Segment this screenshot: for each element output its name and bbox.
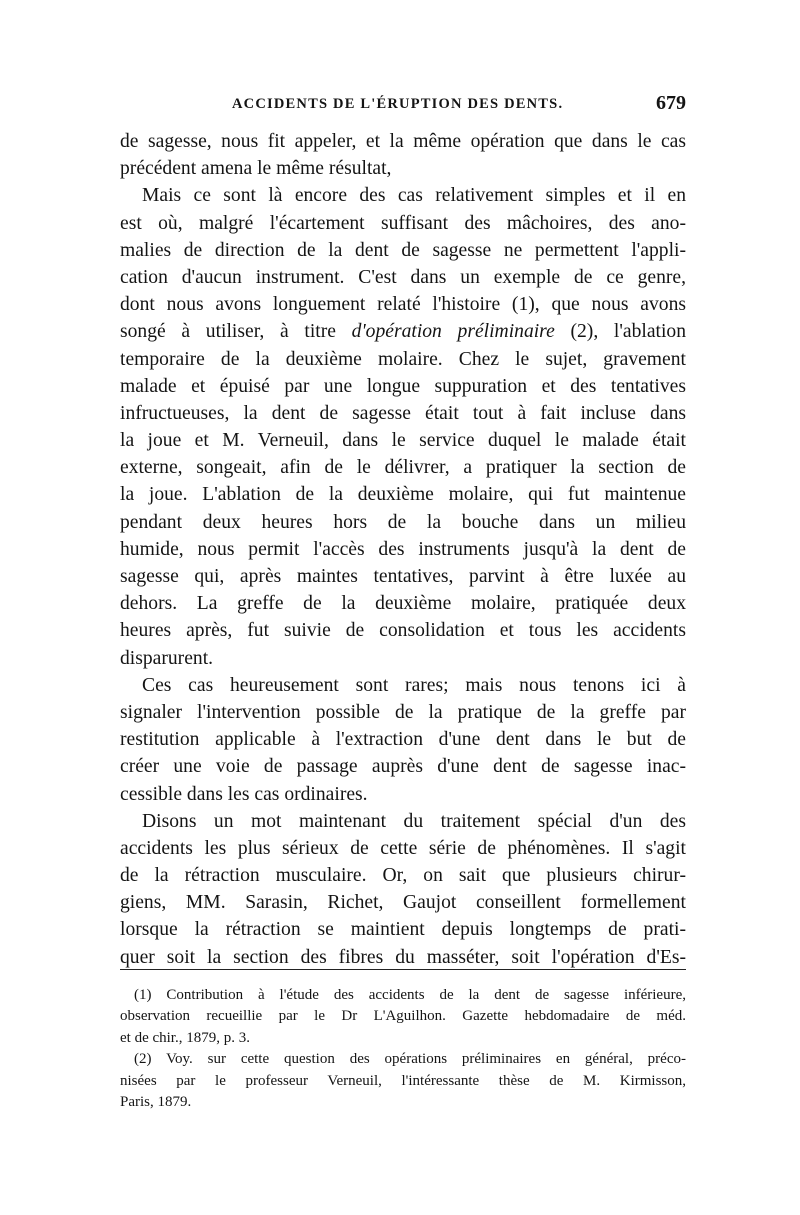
body-line: dehors. La greffe de la deuxième molaire, pratiquée deux xyxy=(120,593,686,615)
body-line: malade et épuisé par une longue suppuration et des tentatives xyxy=(120,375,686,397)
body-line: précédent amena le même résultat, xyxy=(120,158,392,180)
body-line: Disons un mot maintenant du traitement spécial d'un des xyxy=(142,810,686,832)
body-line: pendant deux heures hors de la bouche dans un milieu xyxy=(120,511,686,533)
page-number: 679 xyxy=(656,92,686,114)
running-title: ACCIDENTS DE L'ÉRUPTION DES DENTS. xyxy=(232,96,564,112)
body-line: disparurent. xyxy=(120,647,214,669)
body-line: accidents les plus sérieux de cette série de phénomènes. Il s'agit xyxy=(120,837,686,859)
body-line: de sagesse, nous fit appeler, et la même opération que dans le cas xyxy=(120,131,686,152)
running-head xyxy=(232,92,692,118)
body-line: créer une voie de passage auprès d'une dent de sagesse inac- xyxy=(120,756,686,778)
body-line: infructueuses, la dent de sagesse était tout à fait incluse dans xyxy=(120,402,686,424)
body-line: la joue et M. Verneuil, dans le service duquel le malade était xyxy=(120,430,686,452)
italic-phrase: d'opération préliminaire xyxy=(351,321,555,343)
body-line: humide, nous permit l'accès des instruments jusqu'à la dent de xyxy=(120,538,686,560)
body-line: sagesse qui, après maintes tentatives, parvint à être luxée au xyxy=(120,566,686,587)
body-line: Ces cas heureusement sont rares; mais nous tenons ici à xyxy=(142,674,686,696)
footnote-separator xyxy=(120,969,686,970)
footnotes xyxy=(120,985,686,1113)
body-text xyxy=(120,128,686,971)
line-segment: songé à utiliser, à titre xyxy=(120,321,352,343)
footnote-line: (1) Contribution à l'étude des accidents de la dent de sagesse inférieure, xyxy=(134,987,686,1003)
body-line: giens, MM. Sarasin, Richet, Gaujot conseillent formellement xyxy=(120,892,686,914)
footnote-line: Paris, 1879. xyxy=(120,1093,192,1110)
body-line: la joue. L'ablation de la deuxième molaire, qui fut maintenue xyxy=(120,484,686,506)
body-line: temporaire de la deuxième molaire. Chez le sujet, gravement xyxy=(120,348,686,370)
footnote-line: et de chir., 1879, p. 3. xyxy=(120,1029,250,1046)
footnote-line: observation recueillie par le Dr L'Aguilhon. Gazette hebdomadaire de méd. xyxy=(120,1008,686,1025)
body-line: lorsque la rétraction se maintient depuis longtemps de prati- xyxy=(120,919,686,941)
body-line: signaler l'intervention possible de la pratique de la greffe par xyxy=(120,701,686,723)
footnote-line: nisées par le professeur Verneuil, l'intéressante thèse de M. Kirmisson, xyxy=(120,1072,686,1089)
footnote-line: (2) Voy. sur cette question des opérations préliminaires en général, préco- xyxy=(134,1051,686,1068)
body-line: malies de direction de la dent de sagesse ne permettent l'appli- xyxy=(120,239,686,261)
body-line: heures après, fut suivie de consolidation et tous les accidents xyxy=(120,620,686,642)
body-line: dont nous avons longuement relaté l'histoire (1), que nous avons xyxy=(120,294,686,316)
body-line xyxy=(120,318,686,345)
body-line: cessible dans les cas ordinaires. xyxy=(120,783,368,805)
body-line: cation d'aucun instrument. C'est dans un exemple de ce genre, xyxy=(120,266,686,288)
body-line: quer soit la section des fibres du masséter, soit l'opération d'Es- xyxy=(120,946,686,968)
body-line: de la rétraction musculaire. Or, on sait que plusieurs chirur- xyxy=(120,865,686,887)
body-line: est où, malgré l'écartement suffisant des mâchoires, des ano- xyxy=(120,212,686,234)
line-segment: (2), l'ablation xyxy=(554,321,687,343)
body-line: Mais ce sont là encore des cas relativement simples et il en xyxy=(142,185,686,207)
body-line: externe, songeait, afin de le délivrer, a pratiquer la section de xyxy=(120,457,686,479)
body-line: restitution applicable à l'extraction d'une dent dans le but de xyxy=(120,729,686,751)
